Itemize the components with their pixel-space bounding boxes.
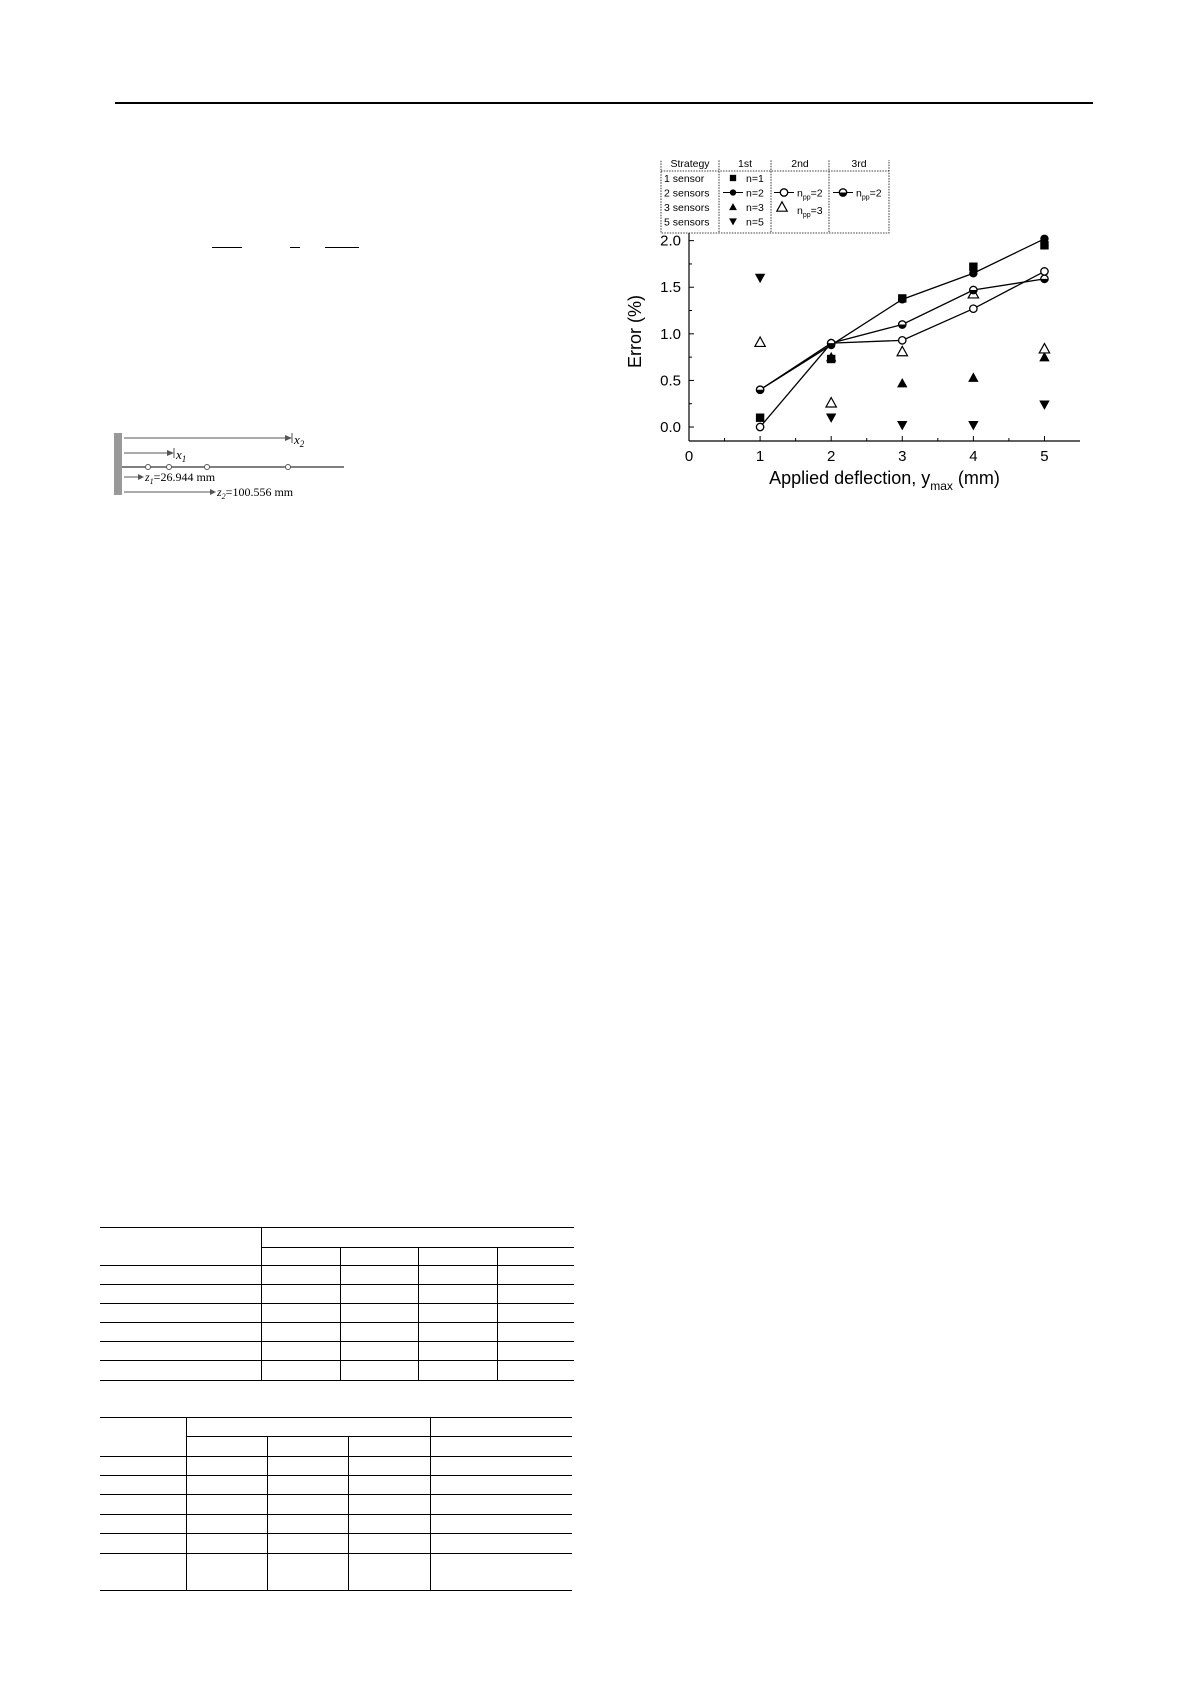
data-point: [756, 386, 763, 393]
x2-label: $x_2$: [294, 432, 305, 449]
marker-shape: [755, 337, 765, 346]
cantilever-beam-figure: [112, 425, 352, 503]
legend-row-label: 2 sensors: [664, 187, 710, 200]
marker-shape: [730, 189, 736, 195]
x-tick-label: 4: [969, 448, 978, 465]
data-point: [1039, 344, 1049, 353]
y-tick-label: 0.5: [660, 372, 681, 390]
legend-label: $n_{pp}=3$: [797, 205, 823, 219]
marker-shape: [968, 421, 978, 430]
legend-label: n=1: [746, 173, 764, 185]
marker-shape: [756, 414, 764, 422]
marker-shape: [969, 269, 977, 277]
series-n1: [756, 241, 1049, 422]
y-tick-label: 0.0: [660, 419, 681, 437]
y-tick-label: 1.5: [660, 279, 681, 297]
x-axis-title: Applied deflection, $y_{max}$ (mm): [769, 468, 1000, 493]
legend-header-cell: 3rd: [851, 160, 867, 170]
data-point: [826, 414, 836, 423]
x-tick-label: 5: [1040, 448, 1049, 465]
legend-row-label: 1 sensor: [664, 173, 705, 185]
y-tick-label: 1.0: [660, 325, 681, 343]
legend-header-cell: 2nd: [791, 160, 809, 170]
sensor-marker: [167, 465, 172, 470]
equation-fraction-bar-2: [325, 247, 359, 248]
data-point: [968, 421, 978, 430]
marker-shape: [898, 295, 906, 303]
equation-fraction-bar-1: [212, 247, 242, 248]
data-point: [970, 286, 977, 293]
data-point: [1041, 268, 1048, 275]
legend-label: $n_{pp}=2$: [797, 187, 823, 202]
legend-label: n=2: [746, 187, 764, 200]
legend-label: n=3: [746, 202, 764, 214]
page-header-rule: [115, 102, 1093, 104]
data-point: [969, 269, 977, 277]
marker-shape: [755, 274, 765, 283]
marker-shape: [897, 421, 907, 430]
sensor-marker: [286, 465, 291, 470]
legend-marker: [730, 175, 736, 181]
marker-shape: [970, 305, 977, 312]
data-point: [968, 372, 978, 381]
legend-table: [661, 160, 889, 233]
equation-minus-sign: [290, 247, 300, 248]
legend-header-cell: 1st: [737, 160, 753, 170]
legend-marker: [780, 189, 787, 196]
data-point: [756, 414, 764, 422]
data-point: [970, 305, 977, 312]
legend-label: n=5: [746, 216, 764, 229]
data-point: [826, 398, 836, 407]
marker-shape: [1039, 344, 1049, 353]
sensor-marker: [146, 465, 151, 470]
data-point: [897, 378, 907, 387]
marker-shape: [1041, 268, 1048, 275]
data-point: [1039, 400, 1049, 409]
marker-shape: [826, 398, 836, 407]
data-point: [1040, 235, 1048, 243]
marker-shape: [780, 189, 787, 196]
sensor-marker: [205, 465, 210, 470]
data-point: [897, 346, 907, 355]
legend-label: $n_{pp}=2$: [856, 187, 882, 202]
data-point: [827, 339, 834, 346]
data-point: [897, 421, 907, 430]
data-point: [898, 295, 906, 303]
x1-label: $x_1$: [176, 447, 187, 464]
data-point: [899, 337, 906, 344]
x-tick-label: 3: [898, 448, 907, 465]
data-point: [755, 337, 765, 346]
data-point: [899, 321, 906, 328]
marker-shape: [968, 372, 978, 381]
marker-shape: [897, 378, 907, 387]
series-n2: [756, 235, 1049, 394]
x-tick-label: 0: [684, 448, 694, 465]
data-point: [755, 274, 765, 283]
y-axis-title: Error (%): [625, 295, 645, 368]
z2-label: $z_2=100.556$ mm: [217, 485, 294, 501]
marker-shape: [1040, 235, 1048, 243]
legend-marker: [730, 189, 736, 195]
z1-label: $z_1=26.944$ mm: [145, 470, 216, 486]
series-line: [760, 239, 1044, 390]
legend-row-label: 5 sensors: [664, 216, 710, 229]
marker-shape: [899, 337, 906, 344]
series-s2_b: [755, 289, 1050, 407]
marker-shape: [730, 175, 736, 181]
marker-shape: [897, 346, 907, 355]
data-point: [1041, 275, 1048, 282]
data-point: [756, 423, 763, 430]
marker-shape: [1039, 400, 1049, 409]
y-tick-label: 2.0: [660, 232, 681, 250]
legend-row-label: 3 sensors: [664, 202, 710, 214]
x-tick-label: 2: [827, 448, 836, 465]
beam-clamp: [114, 433, 122, 495]
legend-header-cell: Strategy: [670, 160, 710, 170]
series-n3: [826, 352, 1050, 387]
marker-shape: [826, 414, 836, 423]
legend-marker: [839, 189, 846, 196]
error-chart: [620, 160, 1090, 520]
x-tick-label: 1: [755, 448, 765, 465]
marker-shape: [756, 423, 763, 430]
